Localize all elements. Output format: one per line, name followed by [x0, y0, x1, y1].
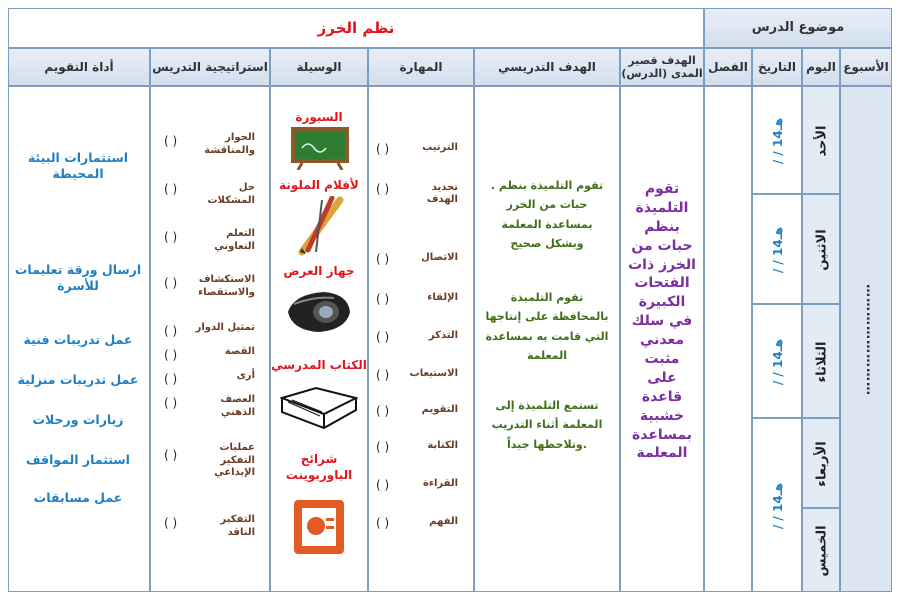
strategy-checkbox[interactable]: ( ) — [164, 276, 178, 290]
lesson-topic-label: موضوع الدرس — [704, 8, 892, 48]
strategy-checkbox[interactable]: ( ) — [164, 134, 178, 148]
col-header-skill: المهارة — [368, 48, 474, 86]
book-icon — [280, 380, 358, 436]
strategy-checkbox[interactable]: ( ) — [164, 324, 178, 338]
colored-pencils-icon — [292, 196, 346, 256]
skill-item: التقويم — [421, 404, 458, 415]
teaching-goal-2: تقوم التلميذة بالمحافظة على إنتاجها التي قامت به بمساعدة المعلمة — [485, 291, 609, 362]
evaluation-item: استثمار المواقف — [26, 452, 130, 467]
skill-checkbox[interactable]: ( ) — [376, 516, 390, 530]
strategy-item: حل المشكلات — [207, 182, 255, 206]
skill-item: الفهم — [429, 516, 458, 527]
evaluation-item: استثمارات البيئة المحيطة — [27, 150, 129, 182]
day-cell-tuesday — [802, 304, 840, 418]
date-cell-2 — [752, 194, 802, 304]
tool-label: السبورة — [295, 110, 343, 124]
date-text: / / 14هـ — [771, 338, 785, 386]
skill-item: الإلقاء — [427, 292, 458, 303]
evaluation-item: ارسال ورقة تعليمات للأسرة — [14, 262, 142, 294]
strategy-checkbox[interactable]: ( ) — [164, 396, 178, 410]
col-header-week: الأسبوع — [840, 48, 892, 86]
powerpoint-icon — [292, 496, 346, 556]
strategy-item: التفكير الناقد — [220, 514, 255, 538]
strategy-checkbox[interactable]: ( ) — [164, 348, 178, 362]
day-name: الأحد — [814, 125, 830, 157]
skill-item: الاستيعاب — [409, 368, 458, 379]
strategy-item: الحوار والمناقشة — [204, 132, 255, 156]
strategy-checkbox[interactable]: ( ) — [164, 448, 178, 462]
skill-checkbox[interactable]: ( ) — [376, 142, 390, 156]
col-header-class: الفصل — [704, 48, 752, 86]
skill-checkbox[interactable]: ( ) — [376, 292, 390, 306]
date-text: / / 14هـ — [771, 117, 785, 165]
day-cell-monday — [802, 194, 840, 304]
col-header-teaching-goal: الهدف التدريسي — [474, 48, 620, 86]
chalkboard-icon — [290, 126, 350, 170]
col-header-day: اليوم — [802, 48, 840, 86]
strategy-checkbox[interactable]: ( ) — [164, 230, 178, 244]
skill-item: الاتصال — [421, 252, 458, 263]
date-cell-3 — [752, 304, 802, 418]
teaching-goal-1: . تقوم التلميذة بنظم حبات من الخرز بمساعدة المعلمة وبشكل صحيح — [490, 179, 604, 250]
col-header-date: التاريخ — [752, 48, 802, 86]
skill-checkbox[interactable]: ( ) — [376, 252, 390, 266]
evaluation-item: عمل مسابقات — [33, 490, 123, 505]
col-header-tool: الوسيلة — [270, 48, 368, 86]
evaluation-item: عمل تدريبات منزلية — [17, 372, 139, 387]
date-cell-4 — [752, 418, 802, 592]
day-name: الاثنين — [814, 229, 830, 271]
week-placeholder: …………………… — [858, 283, 874, 395]
skill-item: تحديد الهدف — [426, 182, 458, 205]
evaluation-item: زيارات ورحلات — [32, 412, 124, 427]
col-header-strategy: استراتيجية التدريس — [150, 48, 270, 86]
col-header-evaluation: أداة التقويم — [8, 48, 150, 86]
tool-label: الكتاب المدرسي — [271, 358, 367, 372]
strategy-item: التعلم التعاوني — [214, 228, 255, 252]
day-name: الثلاثاء — [814, 341, 830, 383]
date-cell-1 — [752, 86, 802, 194]
projector-icon — [284, 282, 354, 338]
strategy-item: أرى — [236, 370, 255, 381]
strategy-checkbox[interactable]: ( ) — [164, 182, 178, 196]
skill-item: الترتيب — [422, 142, 458, 153]
day-name: الخميس — [814, 525, 830, 577]
strategy-item: القصة — [224, 346, 255, 357]
skill-checkbox[interactable]: ( ) — [376, 404, 390, 418]
lesson-title: نظم الخرز — [317, 19, 395, 37]
short-goal-text: تقوم التلميذة بنظم حبات من الخرز ذات الفتحات الكبيرة في سلك معدني مثبت على قاعدة خشبية بمساعدة المعلمة — [628, 181, 696, 462]
skill-item: الكتابة — [427, 440, 458, 451]
col-header-short-goal: الهدف قصير المدى (الدرس) — [620, 48, 704, 86]
teaching-goal-3: تستمع التلميذة إلى المعلمة أثناء التدريب وتلاحظها جيداً. — [491, 399, 603, 451]
skill-item: القراءة — [422, 478, 458, 489]
skill-checkbox[interactable]: ( ) — [376, 182, 390, 196]
strategy-item: عمليات التفكير الإبداعي — [214, 442, 255, 478]
strategy-checkbox[interactable]: ( ) — [164, 372, 178, 386]
skill-checkbox[interactable]: ( ) — [376, 440, 390, 454]
evaluation-item: عمل تدريبات فنية — [23, 332, 133, 347]
day-cell-thursday — [802, 508, 840, 592]
skill-checkbox[interactable]: ( ) — [376, 368, 390, 382]
date-text: / / 14هـ — [771, 482, 785, 530]
date-text: / / 14هـ — [771, 226, 785, 274]
strategy-item: تمثيل الدوار — [195, 322, 255, 333]
class-column — [704, 86, 752, 592]
day-cell-wednesday — [802, 418, 840, 508]
tool-label: شرائح الباوربوينت — [285, 452, 353, 482]
lesson-title-cell — [8, 8, 704, 48]
strategy-checkbox[interactable]: ( ) — [164, 516, 178, 530]
skill-checkbox[interactable]: ( ) — [376, 478, 390, 492]
day-name: الأربعاء — [814, 441, 830, 487]
skill-item: التذكر — [428, 330, 458, 341]
tool-label: لأقلام الملونة — [279, 178, 359, 192]
strategy-item: العصف الذهني — [220, 394, 255, 418]
tool-label: جهاز العرض — [283, 264, 355, 278]
skill-checkbox[interactable]: ( ) — [376, 330, 390, 344]
day-cell-sunday — [802, 86, 840, 194]
strategy-item: الاستكشاف والاستقصاء — [198, 274, 255, 298]
